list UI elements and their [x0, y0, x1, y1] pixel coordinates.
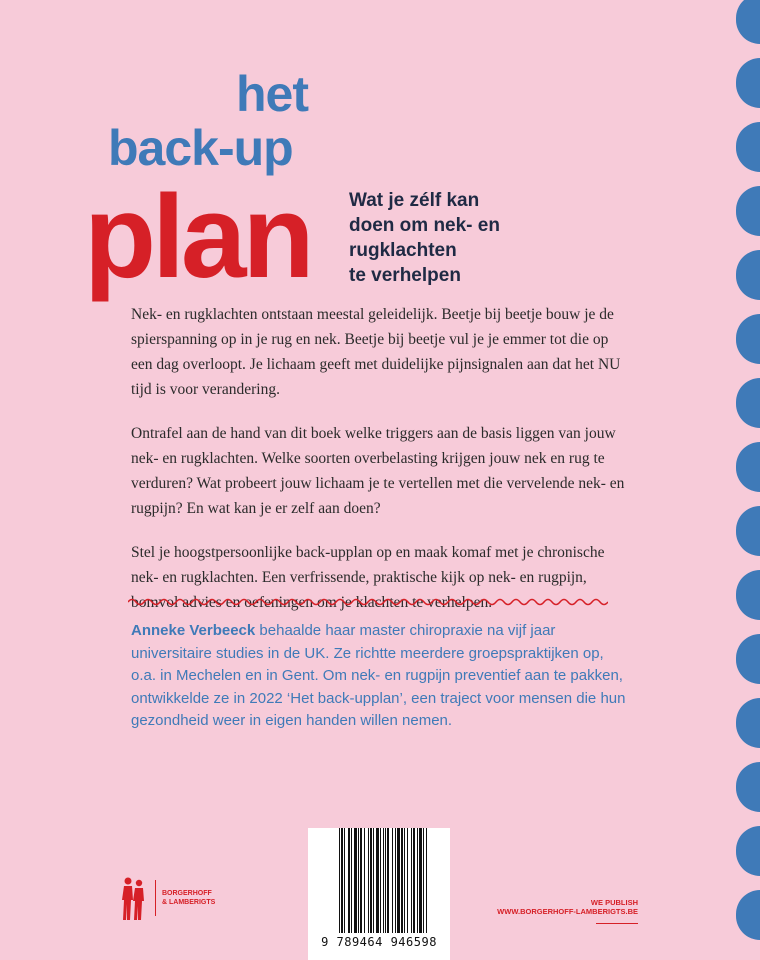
publisher-name: [162, 889, 215, 907]
barcode-bar: [370, 828, 372, 933]
author-name: Anneke Verbeeck: [131, 622, 256, 639]
barcode-bar: [407, 828, 408, 933]
we-publish-label: WE PUBLISH: [590, 898, 638, 907]
isbn-barcode: [308, 828, 450, 960]
barcode-bar: [392, 828, 393, 933]
barcode-bar: [360, 828, 362, 933]
barcode-bar: [397, 828, 400, 933]
walking-figures-logo: [118, 876, 148, 922]
blurb-paragraph: Ontrafel aan de hand van dit boek welke triggers aan de basis liggen van jouw nek- en rugklachten. Welke soorten overbelasting krijgen jouw nek en rug te verduren? Wat probeert jouw lichaam je te vertellen met die vervelende nek- en rugpijn? En wat kan je er zelf aan doen?: [131, 425, 625, 517]
blurb-paragraph: Nek- en rugklachten ontstaan meestal geleidelijk. Beetje bij beetje bouw je de spierspanning op in je rug en nek. Beetje bij beetje vul je je emmer tot die op een dag overloopt. Je lichaam geeft met duidelijke pijnsignalen aan dat het NU tijd is voor verandering.: [131, 306, 621, 398]
wavy-divider: [128, 596, 608, 608]
index-tab: [736, 442, 760, 492]
barcode-bar: [354, 828, 357, 933]
publisher-line: BORGERHOFF: [162, 890, 212, 897]
barcode-bar: [380, 828, 381, 933]
barcode-bar: [404, 828, 405, 933]
index-tab: [736, 890, 760, 940]
title-line-het: het: [236, 66, 308, 122]
publisher-footer: [497, 898, 638, 916]
title-line-plan: plan: [84, 171, 311, 303]
barcode-bar: [385, 828, 386, 933]
blurb-paragraph: Stel je hoogstpersoonlijke back-upplan op en maak komaf met je chronische nek- en rugklachten. Een verfrissende, praktische kijk op nek- en rugpijn, bomvol advies en oefeningen om je klachten te verhelpen.: [131, 544, 605, 611]
subtitle: [349, 188, 549, 288]
barcode-bar: [423, 828, 424, 933]
blurb: [131, 302, 631, 634]
barcode-bars: [337, 828, 449, 935]
index-tab: [736, 762, 760, 812]
author-bio-text: behaalde haar master chiropraxie na vijf jaar universitaire studies in de UK. Ze richtte meerdere groepspraktijken op, o.a. in Mechelen en in Gent. Om nek- en rugpijn preventief aan te pakken, ontwikkelde ze in 2022 ‘Het back-upplan’, een traject voor mensen die hun gezondheid weer in eigen handen willen nemen.: [131, 622, 626, 729]
index-tab: [736, 506, 760, 556]
index-tab: [736, 634, 760, 684]
barcode-bar: [419, 828, 422, 933]
barcode-bar: [411, 828, 412, 933]
barcode-bar: [348, 828, 350, 933]
index-tab: [736, 314, 760, 364]
index-tab: [736, 826, 760, 876]
index-tab: [736, 186, 760, 236]
barcode-bar: [344, 828, 345, 933]
index-tab: [736, 0, 760, 44]
barcode-bar: [395, 828, 396, 933]
title-line-back-up: back-up: [108, 120, 293, 176]
barcode-bar: [387, 828, 389, 933]
subtitle-line: rugklachten: [349, 240, 457, 261]
barcode-bar: [339, 828, 340, 933]
footer-underline: [596, 923, 638, 924]
index-tab: [736, 122, 760, 172]
index-tab: [736, 570, 760, 620]
barcode-bar: [376, 828, 379, 933]
index-tabs: [734, 0, 760, 960]
publisher-divider: [155, 880, 156, 916]
subtitle-line: doen om nek- en: [349, 215, 500, 236]
index-tab: [736, 378, 760, 428]
isbn-digits: 9 789464 946598: [321, 935, 437, 949]
barcode-bar: [341, 828, 343, 933]
barcode-bar: [413, 828, 415, 933]
barcode-bar: [351, 828, 352, 933]
subtitle-line: Wat je zélf kan: [349, 190, 480, 211]
barcode-bar: [358, 828, 359, 933]
publisher-line: & LAMBERIGTS: [162, 899, 216, 906]
barcode-bar: [383, 828, 384, 933]
barcode-bar: [401, 828, 403, 933]
index-tab: [736, 698, 760, 748]
author-bio: [131, 620, 631, 733]
index-tab: [736, 250, 760, 300]
index-tab: [736, 58, 760, 108]
barcode-bar: [364, 828, 365, 933]
barcode-bar: [373, 828, 374, 933]
barcode-bar: [426, 828, 427, 933]
barcode-bar: [368, 828, 369, 933]
barcode-bar: [417, 828, 418, 933]
publisher-website[interactable]: WWW.BORGERHOFF-LAMBERIGTS.BE: [497, 907, 638, 916]
subtitle-line: te verhelpen: [349, 265, 461, 286]
